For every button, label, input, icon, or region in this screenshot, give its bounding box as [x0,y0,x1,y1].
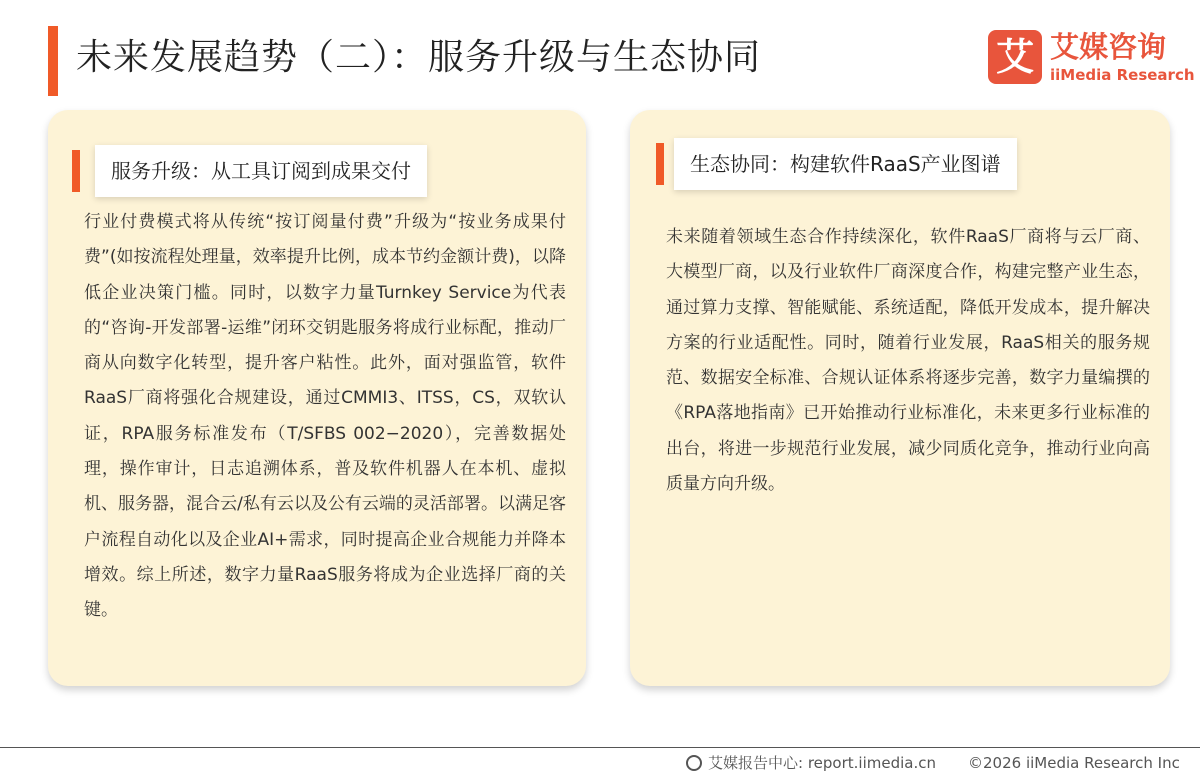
card-heading: 服务升级：从工具订阅到成果交付 [95,145,427,197]
logo-chinese-name: 艾媒咨询 [1050,30,1167,64]
footer-source-text: 艾媒报告中心: report.iimedia.cn [708,754,936,772]
card-accent-bar [72,150,80,192]
card-body-text: 未来随着领域生态合作持续深化，软件RaaS厂商将与云厂商、大模型厂商，以及行业软件厂商深度合作，构建完整产业生态，通过算力支撑、智能赋能、系统适配，降低开发成本，提升解决方案的行业适配性。同时，随着行业发展，RaaS相关的服务规范、数据安全标准、合规认证体系将逐步完善，数字力量编撰的《RPA落地指南》已开始推动行业标准化，未来更多行业标准的出台，将进一步规范行业发展，减少同质化竞争，推动行业向高质量方向升级。 [666,227,1150,495]
brand-logo [988,30,1195,88]
logo-english-name: iiMedia Research [1050,66,1195,84]
page-title: 未来发展趋势（二）：服务升级与生态协同 [76,37,762,78]
card-heading: 生态协同：构建软件RaaS产业图谱 [674,138,1017,190]
card-accent-bar [656,143,664,185]
globe-icon [686,755,702,771]
title-accent-bar [48,26,58,96]
ecosystem-card [630,110,1170,686]
service-upgrade-card [48,110,586,686]
logo-mark-icon: 艾 [988,30,1042,84]
footer-divider [0,747,1200,748]
card-body-text: 行业付费模式将从传统“按订阅量付费”升级为“按业务成果付费”(如按流程处理量，效率提升比例，成本节约金额计费)，以降低企业决策门槛。同时，以数字力量Turnkey Service为代表的“咨询-开发部署-运维”闭环交钥匙服务将成行业标配，推动厂商从向数字化转型，提升客户粘性。此外，面对强监管，软件RaaS厂商将强化合规建设，通过CMMI3、ITSS，CS，双软认证，RPA服务标准发布（T/SFBS 002−2020），完善数据处理，操作审计，日志追溯体系，普及软件机器人在本机、虚拟机、服务器，混合云/私有云以及公有云端的灵活部署。以满足客户流程自动化以及企业AI+需求，同时提高企业合规能力并降本增效。综上所述，数字力量RaaS服务将成为企业选择厂商的关键。 [84,212,566,621]
footer-copyright: ©2026 iiMedia Research Inc [968,754,1180,772]
footer-source[interactable] [686,752,936,774]
